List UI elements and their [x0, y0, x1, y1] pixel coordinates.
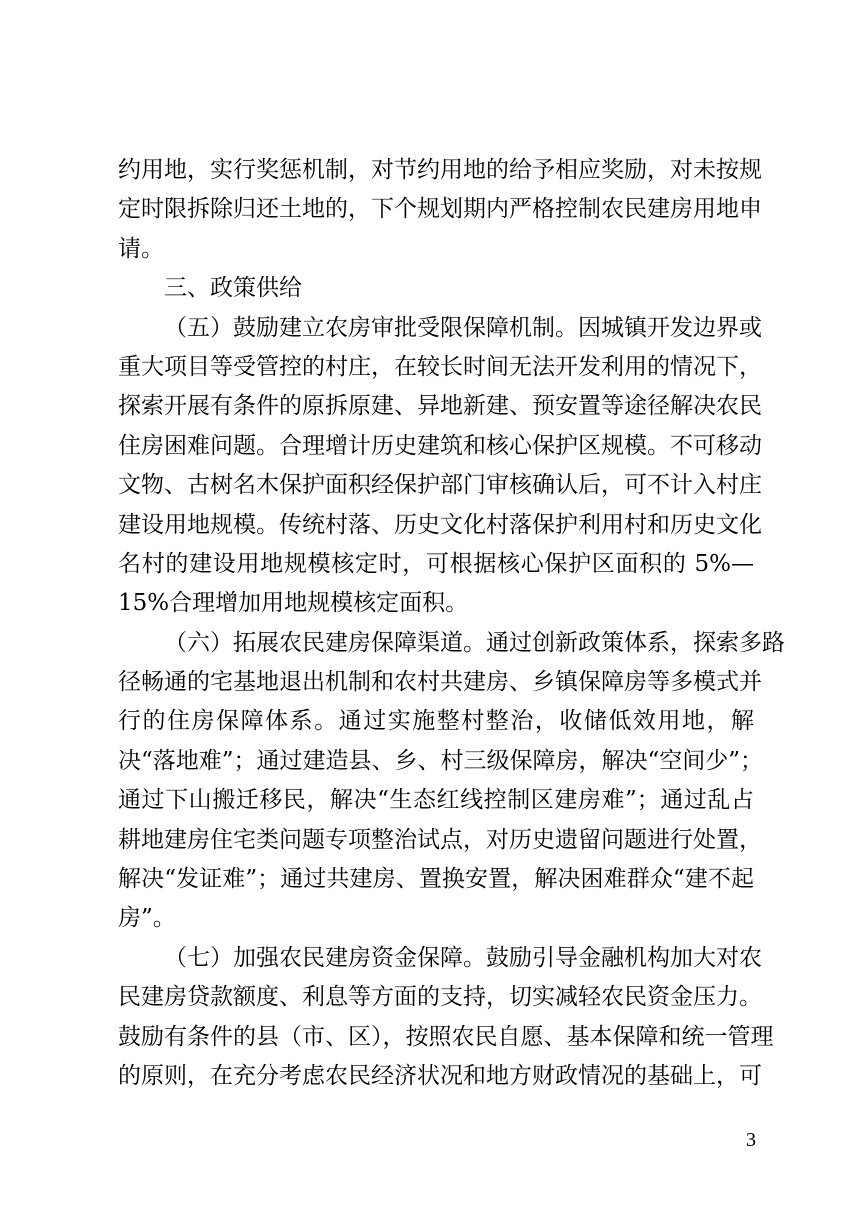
paragraph-6-line-1: （六）拓展农民建房保障渠道。通过创新政策体系，探索多路	[164, 629, 785, 656]
section-heading: 三、政策供给	[164, 275, 302, 302]
paragraph-6-line-8: 房”。	[118, 905, 176, 932]
paragraph-5-line-2: 重大项目等受管控的村庄，在较长时间无法开发利用的情况下，	[118, 353, 762, 380]
paragraph-5-line-4: 住房困难问题。合理增计历史建筑和核心保护区规模。不可移动	[118, 432, 762, 459]
text-line-2: 定时限拆除归还土地的，下个规划期内严格控制农民建房用地申	[118, 196, 762, 223]
paragraph-5-line-1: （五）鼓励建立农房审批受限保障机制。因城镇开发边界或	[164, 314, 762, 341]
paragraph-5-line-8: 15%合理增加用地规模核定面积。	[118, 590, 469, 617]
paragraph-7-line-4: 的原则，在充分考虑农民经济状况和地方财政情况的基础上，可	[118, 1062, 762, 1089]
text-line-1: 约用地，实行奖惩机制，对节约用地的给予相应奖励，对未按规	[118, 157, 762, 183]
paragraph-5-line-6: 建设用地规模。传统村落、历史文化村落保护利用村和历史文化	[118, 511, 762, 538]
document-body	[118, 151, 785, 1096]
paragraph-7-line-2: 民建房贷款额度、利息等方面的支持，切实减轻农民资金压力。	[118, 984, 762, 1011]
paragraph-5-line-3: 探索开展有条件的原拆原建、异地新建、预安置等途径解决农民	[118, 393, 762, 420]
paragraph-7-line-1: （七）加强农民建房资金保障。鼓励引导金融机构加大对农	[164, 944, 762, 971]
paragraph-6-line-5: 通过下山搬迁移民，解决“生态红线控制区建房难”；通过乱占	[118, 787, 754, 814]
paragraph-6-line-2: 径畅通的宅基地退出机制和农村共建房、乡镇保障房等多模式并	[118, 669, 762, 696]
paragraph-6-line-3: 行的住房保障体系。通过实施整村整治，收储低效用地，解	[118, 708, 754, 735]
paragraph-6-line-7: 解决“发证难”；通过共建房、置换安置，解决困难群众“建不起	[118, 866, 754, 893]
paragraph-5-line-7: 名村的建设用地规模核定时，可根据核心保护区面积的 5%—	[118, 550, 754, 577]
text-line-3: 请。	[118, 235, 164, 262]
page-number: 3	[746, 1129, 756, 1151]
paragraph-6-line-6: 耕地建房住宅类问题专项整治试点，对历史遗留问题进行处置，	[118, 826, 762, 853]
paragraph-5-line-5: 文物、古树名木保护面积经保护部门审核确认后，可不计入村庄	[118, 472, 762, 499]
paragraph-7-line-3: 鼓励有条件的县（市、区），按照农民自愿、基本保障和统一管理	[118, 1023, 774, 1050]
paragraph-6-line-4: 决“落地难”；通过建造县、乡、村三级保障房，解决“空间少”；	[118, 747, 764, 774]
